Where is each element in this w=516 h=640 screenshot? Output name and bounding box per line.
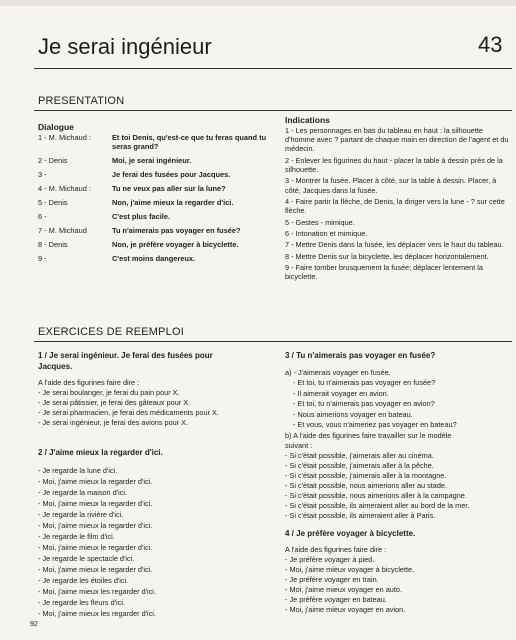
exercise-3a-line: a) - J'aimerais voyager en fusée. <box>285 367 391 377</box>
dialogue-row <box>38 240 278 249</box>
indications-list <box>285 126 513 284</box>
dialogue-speaker: 9 - <box>38 254 47 264</box>
dialogue-list <box>38 133 278 268</box>
dialogue-line: Tu n'aimerais pas voyager en fusée? <box>112 226 241 236</box>
exercise-3a-line: - Nous aimerions voyager en bateau. <box>293 409 413 419</box>
exercise-2-line: - Moi, j'aime mieux les regarder d'ici. <box>38 586 156 596</box>
exercise-4-line: - Je préfère voyager en train. <box>285 575 379 584</box>
dialogue-line: Et toi Denis, qu'est-ce que tu feras quand tu seras grand? <box>112 133 267 152</box>
exercise-3b-line: - Si c'était possible, ils aimeraient aller au bord de la mer. <box>285 500 470 510</box>
exercise-1-line: - Je serai boulanger, je ferai du pain pour X. <box>38 388 180 397</box>
exercise-1-line: - Je serai ingénieur, je ferai des avions pour X. <box>38 418 189 427</box>
exercise-2-line: - Moi, j'aime mieux la regarder d'ici. <box>38 498 153 508</box>
exercise-3b-intro: suivant : <box>285 440 313 450</box>
dialogue-line: Je ferai des fusées pour Jacques. <box>112 170 231 180</box>
dialogue-line: Tu ne veux pas aller sur la lune? <box>112 184 226 194</box>
exercise-3b-line: - Si c'était possible, j'aimerais aller au cinéma. <box>285 450 434 460</box>
exercise-2-line: - Je regarde la rivière d'ici. <box>38 509 124 519</box>
exercise-2-line: - Je regarde le spectacle d'ici. <box>38 553 135 563</box>
dialogue-row <box>38 170 278 179</box>
exercises-rule <box>34 341 512 342</box>
exercise-3b-line: - Si c'était possible, ils aimeraient aller à Paris. <box>285 510 436 520</box>
exercise-2-line: - Je regarde la lune d'ici. <box>38 465 118 475</box>
exercise-2-line: - Moi, j'aime mieux la regarder d'ici. <box>38 476 153 486</box>
dialogue-speaker: 4 - M. Michaud : <box>38 184 91 194</box>
exercise-3b-line: - Si c'était possible, j'aimerais aller à la pêche. <box>285 460 434 470</box>
exercise-2-line: - Moi, j'aime mieux le regarder d'ici. <box>38 564 153 574</box>
dialogue-speaker: 5 - Denis <box>38 198 68 208</box>
dialogue-speaker: 1 - M. Michaud : <box>38 133 91 142</box>
exercise-4-line: - Moi, j'aime mieux voyager en avion. <box>285 605 406 614</box>
exercise-1-line: - Je serai pharmacien, je ferai des médicaments pour X. <box>38 408 219 417</box>
dialogue-speaker: 8 - Denis <box>38 240 68 250</box>
exercise-3a-line: - Et toi, tu n'aimerais pas voyager en fusée? <box>293 378 436 387</box>
exercises-left-column <box>38 351 278 619</box>
exercise-3b-line: - Si c'était possible, nous aimerions aller à la campagne. <box>285 490 467 500</box>
dialogue-speaker: 7 - M. Michaud <box>38 226 87 236</box>
dialogue-line: Moi, je serai ingénieur. <box>112 156 192 166</box>
exercise-1-line: A l'aide des figurines faire dire : <box>38 378 140 387</box>
exercise-2-line: - Moi, j'aime mieux la regarder d'ici. <box>38 520 153 530</box>
indication-item: 7 - Mettre Denis dans la fusée, les déplacer vers le haut du tableau. <box>285 240 504 250</box>
dialogue-line: C'est plus facile. <box>112 212 171 222</box>
indication-item: 5 - Gestes - mimique. <box>285 217 355 227</box>
indications-heading: Indications <box>285 115 330 125</box>
dialogue-speaker: 2 - Denis <box>38 156 68 166</box>
exercise-4-line: - Moi, j'aime mieux voyager à bicyclette. <box>285 565 415 574</box>
page-edge <box>0 0 516 6</box>
dialogue-row <box>38 226 278 235</box>
exercise-3a-line: - Et vous, vous n'aimeriez pas voyager en bateau? <box>293 420 457 429</box>
dialogue-row <box>38 184 278 193</box>
exercise-3b-line: - Si c'était possible, nous aimerions aller au stade. <box>285 480 448 490</box>
title-rule <box>34 68 512 69</box>
presentation-heading: PRESENTATION <box>38 95 125 107</box>
exercise-4-line: - Je préfère voyager en bateau. <box>285 595 387 604</box>
dialogue-row <box>38 156 278 165</box>
exercise-2-line: - Je regarde la maison d'ici. <box>38 487 127 497</box>
indication-item: 4 - Faire partir la flèche, de Denis, la diriger vers la lune - ? sur cette flèche. <box>285 196 505 216</box>
indication-item: 1 - Les personnages en bas du tableau en haut : la silhouette d'homme avec ? partant de chaque main en direction de l'agent et du médecin. <box>285 126 509 154</box>
dialogue-row <box>38 212 278 221</box>
footer-page-label: 92 <box>30 621 38 628</box>
exercise-2-line: - Moi, j'aime mieux le regarder d'ici. <box>38 542 153 552</box>
exercises-right-column <box>285 351 513 615</box>
exercise-1-line: - Je serai pâtissier, je ferai des gâteaux pour X. <box>38 398 191 407</box>
dialogue-row <box>38 133 278 152</box>
dialogue-line: Non, je préfère voyager à bicyclette. <box>112 240 239 250</box>
exercise-1-title: 1 / Je serai ingénieur. Je ferai des fusées pour <box>38 351 213 360</box>
exercise-2-line: - Je regarde les fleurs d'ici. <box>38 597 125 607</box>
indication-item: 3 - Montrer la fusée. Placer à côté, sur la table à dessin. Placer, à côté, Jacques dans la fusée. <box>285 176 497 195</box>
dialogue-line: C'est moins dangereux. <box>112 254 196 264</box>
dialogue-row <box>38 254 278 263</box>
dialogue-speaker: 6 - <box>38 212 47 222</box>
exercise-3b-line: - Si c'était possible, j'aimerais aller à la montagne. <box>285 470 447 480</box>
exercise-4-line: A l'aide des figurines faire dire : <box>285 545 387 554</box>
exercise-3a-line: - Il aimerait voyager en avion. <box>293 388 389 398</box>
indication-item: 8 - Mettre Denis sur la bicyclette, les déplacer horizontalement. <box>285 251 489 261</box>
exercise-4-line: - Je préfère voyager à pied. <box>285 555 375 564</box>
dialogue-heading: Dialogue <box>38 122 74 132</box>
exercise-1-title: Jacques. <box>38 361 73 371</box>
exercise-4-title: 4 / Je préfère voyager à bicyclette. <box>285 528 416 538</box>
page-number: 43 <box>478 32 503 57</box>
exercise-2-line: - Je regarde les étoiles d'ici. <box>38 575 129 585</box>
dialogue-line: Non, j'aime mieux la regarder d'ici. <box>112 198 234 208</box>
exercise-3b-intro: b) A l'aide des figurines faire travailler sur le modèle <box>285 430 452 440</box>
exercise-3a-line: - Et toi, tu n'aimerais pas voyager en avion? <box>293 399 435 408</box>
exercises-heading: EXERCICES DE REEMPLOI <box>38 326 185 338</box>
indication-item: 9 - Faire tomber brusquement la fusée; déplacer lentement la bicyclette. <box>285 263 483 282</box>
dialogue-speaker: 3 - <box>38 170 47 180</box>
exercise-2-title: 2 / J'aime mieux la regarder d'ici. <box>38 448 163 457</box>
page-title: Je serai ingénieur <box>38 34 212 59</box>
indication-item: 2 - Enlever les figurines du haut - placer la table à dessin près de la silhouette. <box>285 155 503 174</box>
exercise-2-line: - Moi, j'aime mieux les regarder d'ici. <box>38 608 156 618</box>
exercise-4-line: - Moi, j'aime mieux voyager en auto. <box>285 585 402 594</box>
exercise-3-title: 3 / Tu n'aimerais pas voyager en fusée? <box>285 351 436 360</box>
presentation-rule <box>34 110 512 111</box>
exercise-2-line: - Je regarde le film d'ici. <box>38 531 115 541</box>
indication-item: 6 - Intonation et mimique. <box>285 228 368 238</box>
dialogue-row <box>38 198 278 207</box>
